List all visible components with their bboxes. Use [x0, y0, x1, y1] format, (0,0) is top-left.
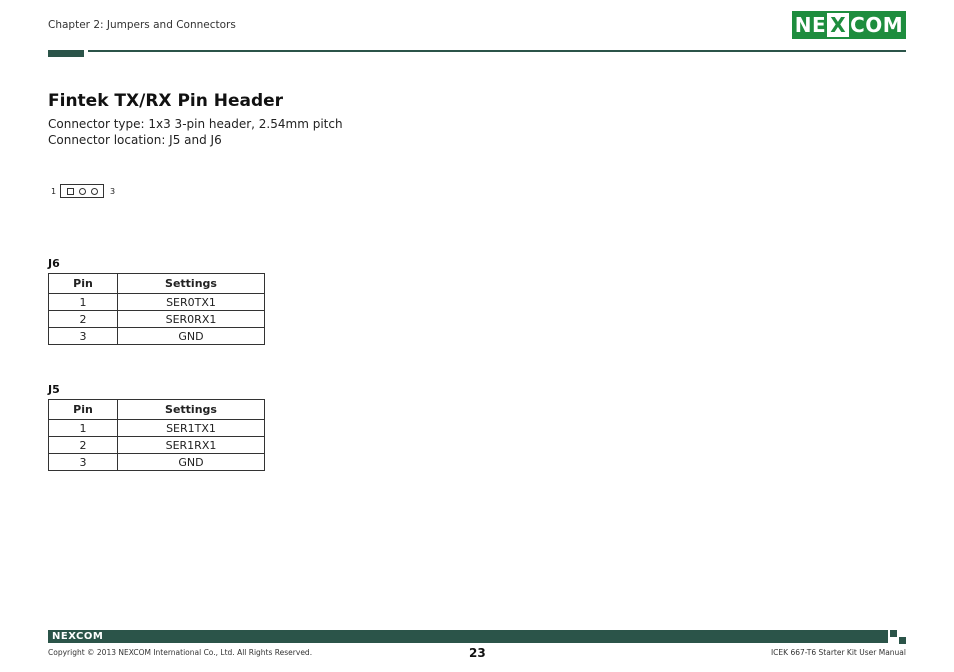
page-number: 23	[469, 646, 486, 660]
cell-setting: GND	[118, 454, 265, 471]
footer-logo: NEXCOM	[52, 631, 104, 642]
section-title: Fintek TX/RX Pin Header	[48, 91, 284, 111]
footer-bar	[48, 630, 888, 643]
pin-2-circle-icon	[79, 188, 86, 195]
cell-setting: SER0RX1	[118, 311, 265, 328]
pin-table-j6	[48, 273, 265, 345]
nexcom-logo	[792, 11, 906, 39]
connector-location: Connector location: J5 and J6	[48, 133, 222, 147]
pin-label-end: 3	[110, 187, 116, 196]
table-row	[49, 294, 265, 311]
footer-square-icon	[899, 637, 906, 644]
header-settings: Settings	[118, 274, 265, 294]
table-header-row	[49, 400, 265, 420]
table-row	[49, 328, 265, 345]
logo-part-ne: NE	[794, 13, 827, 37]
table-label-j6: J6	[48, 257, 60, 270]
table-row	[49, 437, 265, 454]
cell-pin: 2	[49, 311, 118, 328]
header-settings: Settings	[118, 400, 265, 420]
manual-title: ICEK 667-T6 Starter Kit User Manual	[770, 648, 906, 657]
cell-setting: SER1TX1	[118, 420, 265, 437]
connector-type: Connector type: 1x3 3-pin header, 2.54mm pitch	[48, 117, 343, 131]
footer-square-icon	[890, 630, 897, 637]
chapter-title: Chapter 2: Jumpers and Connectors	[48, 19, 236, 31]
pin-1-square-icon	[67, 188, 74, 195]
header-divider	[88, 50, 906, 52]
header-accent-block	[48, 50, 84, 57]
header-pin: Pin	[49, 274, 118, 294]
logo-part-com: COM	[850, 13, 904, 37]
table-header-row	[49, 274, 265, 294]
table-row	[49, 454, 265, 471]
cell-pin: 3	[49, 328, 118, 345]
cell-pin: 1	[49, 294, 118, 311]
cell-setting: SER0TX1	[118, 294, 265, 311]
table-label-j5: J5	[48, 383, 60, 396]
cell-setting: SER1RX1	[118, 437, 265, 454]
pin-3-circle-icon	[91, 188, 98, 195]
pin-table-j5	[48, 399, 265, 471]
cell-pin: 3	[49, 454, 118, 471]
logo-part-x: X	[827, 13, 849, 37]
table-row	[49, 311, 265, 328]
cell-setting: GND	[118, 328, 265, 345]
pin-header-outline	[60, 184, 104, 198]
table-row	[49, 420, 265, 437]
header-pin: Pin	[49, 400, 118, 420]
cell-pin: 1	[49, 420, 118, 437]
pin-label-start: 1	[51, 187, 57, 196]
cell-pin: 2	[49, 437, 118, 454]
copyright-text: Copyright © 2013 NEXCOM International Co., Ltd. All Rights Reserved.	[48, 648, 313, 657]
